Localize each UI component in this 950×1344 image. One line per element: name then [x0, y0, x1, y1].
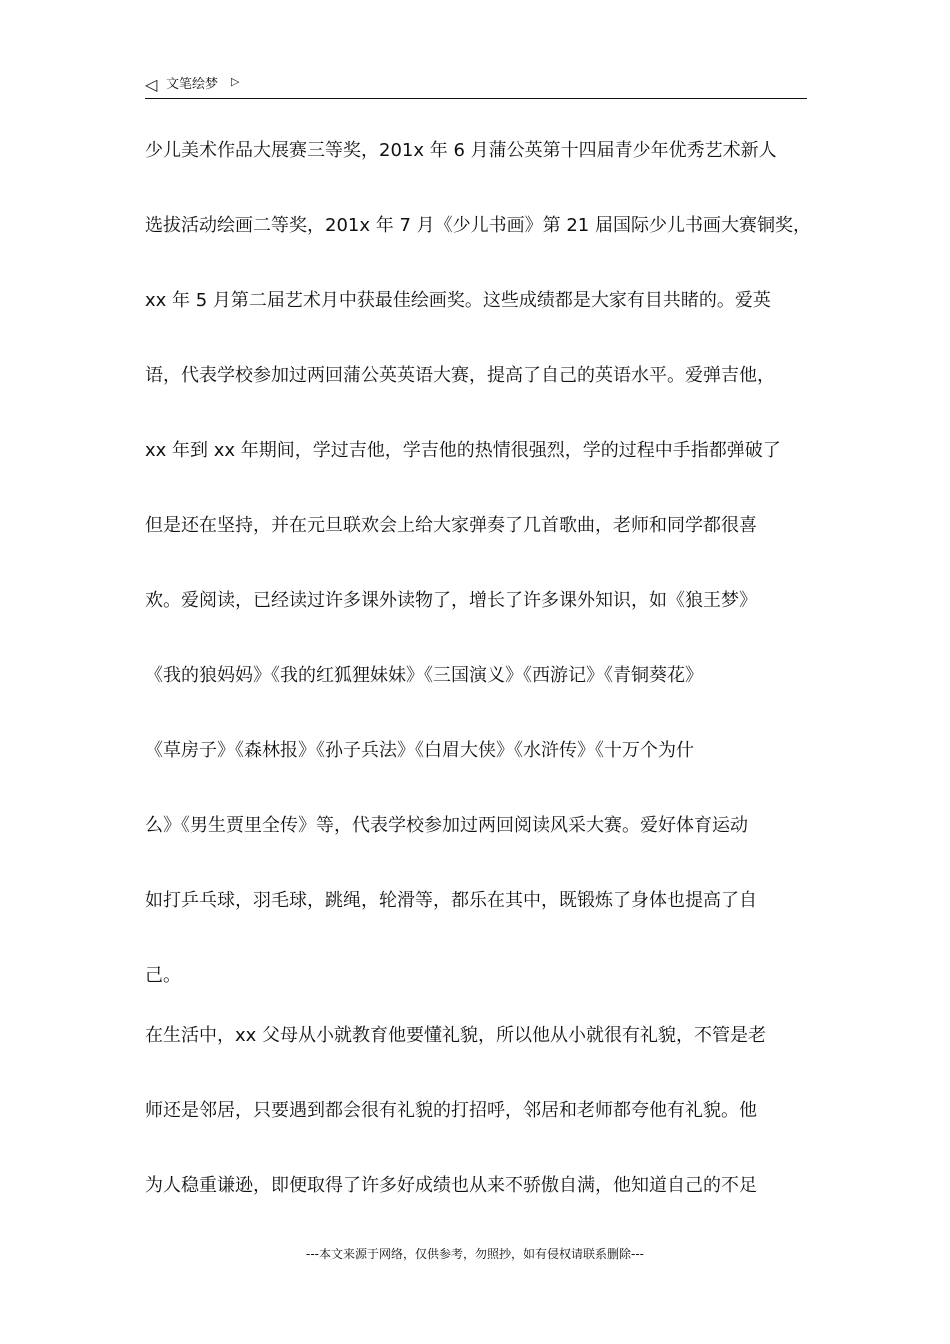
- text-line: 么》《男生贾里全传》等，代表学校参加过两回阅读风采大赛。爱好体育运动: [145, 815, 748, 836]
- left-triangle-icon: ◁: [145, 75, 158, 94]
- text-line: xx 年到 xx 年期间，学过吉他，学吉他的热情很强烈，学的过程中手指都弹破了: [145, 440, 781, 461]
- text-line: 语，代表学校参加过两回蒲公英英语大赛，提高了自己的英语水平。爱弹吉他，: [145, 365, 775, 386]
- text-line: 但是还在坚持，并在元旦联欢会上给大家弹奏了几首歌曲，老师和同学都很喜: [145, 515, 757, 536]
- header-title: 文笔绘梦: [166, 77, 219, 92]
- document-body: [145, 132, 825, 1242]
- right-triangle-icon: ▷: [231, 75, 240, 88]
- text-line: 《我的狼妈妈》《我的红狐狸妹妹》《三国演义》《西游记》《青铜葵花》: [145, 665, 703, 686]
- text-line: 如打乒乓球，羽毛球，跳绳，轮滑等，都乐在其中，既锻炼了身体也提高了自: [145, 890, 757, 911]
- text-line: xx 年 5 月第二届艺术月中获最佳绘画奖。这些成绩都是大家有目共睹的。爱英: [145, 290, 771, 311]
- text-line: 为人稳重谦逊，即便取得了许多好成绩也从来不骄傲自满，他知道自己的不足: [145, 1174, 757, 1196]
- text-line: 己。: [145, 965, 181, 986]
- text-line: 《草房子》《森林报》《孙子兵法》《白眉大侠》《水浒传》《十万个为什: [145, 740, 694, 761]
- text-line: 少儿美术作品大展赛三等奖，201x 年 6 月蒲公英第十四届青少年优秀艺术新人: [145, 140, 777, 161]
- page-header: [145, 74, 807, 99]
- text-line: 欢。爱阅读，已经读过许多课外读物了，增长了许多课外知识，如《狼王梦》: [145, 590, 757, 611]
- text-line: 在生活中，xx 父母从小就教育他要懂礼貌，所以他从小就很有礼貌，不管是老: [145, 1024, 767, 1046]
- text-line: 选拔活动绘画二等奖，201x 年 7 月《少儿书画》第 21 届国际少儿书画大赛铜奖，: [145, 215, 811, 236]
- page-footer: ---本文来源于网络，仅供参考，勿照抄，如有侵权请联系删除---: [306, 1247, 644, 1261]
- text-line: 师还是邻居，只要遇到都会很有礼貌的打招呼，邻居和老师都夸他有礼貌。他: [145, 1099, 757, 1121]
